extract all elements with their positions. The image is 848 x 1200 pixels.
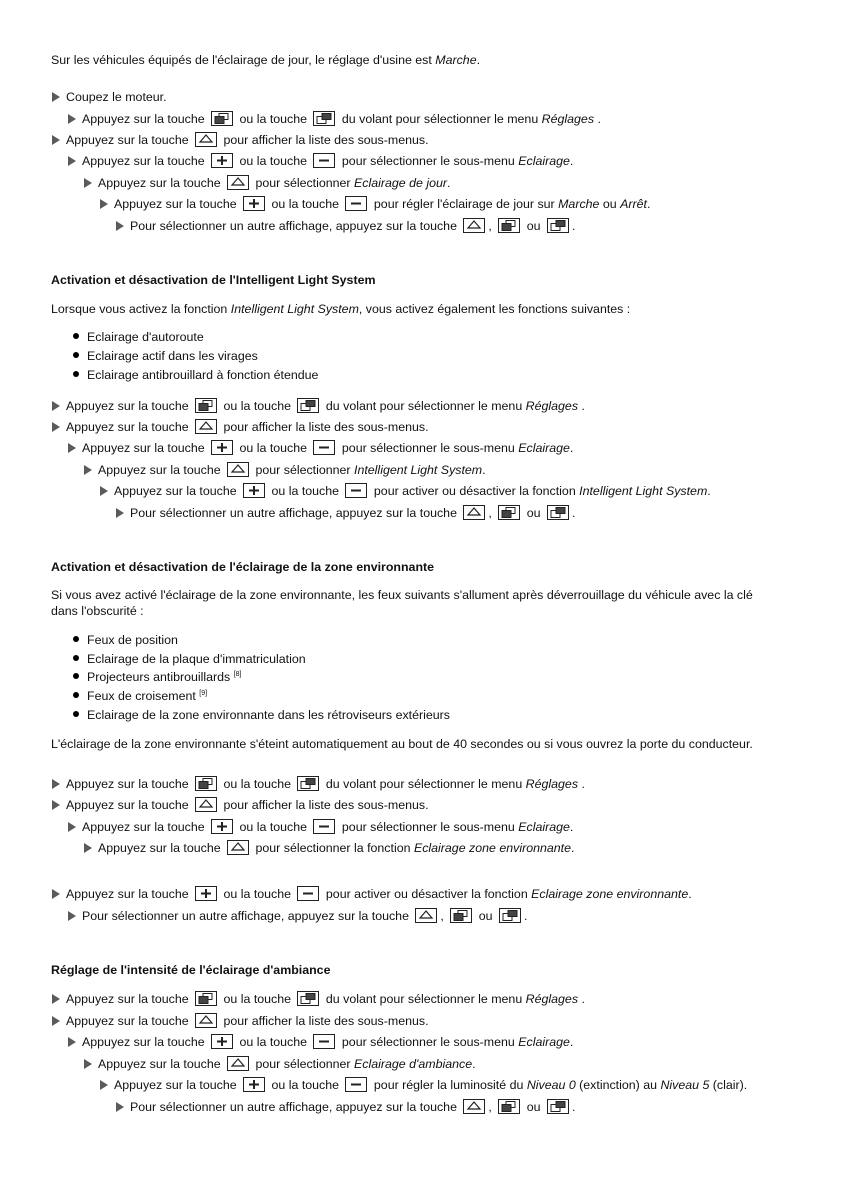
page-forward-key-icon xyxy=(297,398,319,413)
text-run: Appuyez sur la touche xyxy=(82,154,209,168)
text-run: Réglage de l'intensité de l'éclairage d'ambiance xyxy=(51,963,331,977)
step-arrow-icon xyxy=(52,422,60,432)
page-back-key-icon xyxy=(450,908,472,923)
step-arrow-icon xyxy=(52,800,60,810)
page-forward-key-icon xyxy=(547,1099,569,1114)
minus-key-icon xyxy=(345,196,367,211)
text-run: pour sélectionner xyxy=(252,176,355,190)
text-run: Appuyez sur la touche xyxy=(114,1078,241,1092)
list-item xyxy=(73,669,242,685)
text-run: . xyxy=(688,887,692,901)
text-run: . xyxy=(578,777,585,791)
text-run: du volant pour sélectionner le menu xyxy=(322,992,526,1006)
text-run: Appuyez sur la touche xyxy=(66,798,193,812)
text-run: Lorsque vous activez la fonction xyxy=(51,302,231,316)
text-run: Eclairage de la plaque d'immatriculation xyxy=(87,652,306,666)
text-run: pour sélectionner le sous-menu xyxy=(338,1035,519,1049)
text-run: Intelligent Light System xyxy=(579,484,708,498)
text-run: Réglages xyxy=(525,399,579,413)
page-back-key-icon xyxy=(195,991,217,1006)
text-run: Appuyez sur la touche xyxy=(82,1035,209,1049)
text-run: Appuyez sur la touche xyxy=(66,992,193,1006)
text-run: pour sélectionner xyxy=(252,463,355,477)
text-run: Niveau 0 xyxy=(526,1078,576,1092)
up-arrow-key-icon xyxy=(415,908,437,923)
instruction-step xyxy=(84,1056,476,1072)
text-run: . xyxy=(447,176,451,190)
step-arrow-icon xyxy=(100,199,108,209)
up-arrow-key-icon xyxy=(463,505,485,520)
text-run: . xyxy=(569,441,574,455)
up-arrow-key-icon xyxy=(463,1099,485,1114)
minus-key-icon xyxy=(313,440,335,455)
text-run: , xyxy=(440,909,448,923)
step-arrow-icon xyxy=(52,779,60,789)
list-item xyxy=(73,688,207,704)
text-run: ou la touche xyxy=(236,441,311,455)
minus-key-icon xyxy=(297,886,319,901)
minus-key-icon xyxy=(313,1034,335,1049)
text-run: Feux de position xyxy=(87,633,178,647)
text-run: ou la touche xyxy=(236,1035,311,1049)
text-run: Arrêt xyxy=(620,197,647,211)
up-arrow-key-icon xyxy=(195,797,217,812)
instruction-step xyxy=(68,908,527,924)
instruction-step xyxy=(52,89,167,105)
text-run: Appuyez sur la touche xyxy=(114,484,241,498)
text-run: Eclairage d'ambiance xyxy=(354,1057,473,1071)
text-run: ou xyxy=(523,1100,544,1114)
plus-key-icon xyxy=(211,440,233,455)
bullet-icon xyxy=(73,371,79,377)
page-back-key-icon xyxy=(211,111,233,126)
text-run: ou la touche xyxy=(220,399,295,413)
up-arrow-key-icon xyxy=(227,1056,249,1071)
text-run: Appuyez sur la touche xyxy=(66,420,193,434)
text-run: ou la touche xyxy=(236,820,311,834)
text-run: ou la touche xyxy=(268,197,343,211)
up-arrow-key-icon xyxy=(227,462,249,477)
text-run: ou la touche xyxy=(268,484,343,498)
up-arrow-key-icon xyxy=(195,419,217,434)
text-run: , vous activez également les fonctions suivantes : xyxy=(358,302,631,316)
text-run: du volant pour sélectionner le menu xyxy=(322,777,526,791)
step-arrow-icon xyxy=(68,911,76,921)
section-heading xyxy=(51,962,330,978)
text-run: Projecteurs antibrouillards xyxy=(87,670,234,684)
page-forward-key-icon xyxy=(297,991,319,1006)
step-arrow-icon xyxy=(68,443,76,453)
instruction-step xyxy=(52,991,585,1007)
text-run: pour afficher la liste des sous-menus. xyxy=(220,798,429,812)
instruction-step xyxy=(52,419,429,435)
text-run: Activation et désactivation de l'éclairage de la zone environnante xyxy=(51,560,435,574)
step-arrow-icon xyxy=(84,178,92,188)
text-run: Eclairage de la zone environnante dans les rétroviseurs extérieurs xyxy=(87,708,450,722)
text-run: Appuyez sur la touche xyxy=(82,820,209,834)
list-item xyxy=(73,348,258,364)
text-run: Eclairage xyxy=(518,820,570,834)
text-run: . xyxy=(569,820,574,834)
text-run: . xyxy=(578,399,585,413)
text-run: Eclairage xyxy=(518,441,570,455)
plus-key-icon xyxy=(211,819,233,834)
text-run: Appuyez sur la touche xyxy=(98,176,225,190)
text-run: . xyxy=(482,463,486,477)
step-arrow-icon xyxy=(84,843,92,853)
text-run: , xyxy=(488,1100,496,1114)
text-run: . xyxy=(571,841,575,855)
page-forward-key-icon xyxy=(547,218,569,233)
up-arrow-key-icon xyxy=(463,218,485,233)
plus-key-icon xyxy=(243,196,265,211)
text-run: , xyxy=(488,506,496,520)
page-back-key-icon xyxy=(195,398,217,413)
step-arrow-icon xyxy=(52,135,60,145)
step-arrow-icon xyxy=(68,822,76,832)
text-run: Appuyez sur la touche xyxy=(114,197,241,211)
text-run: Appuyez sur la touche xyxy=(66,887,193,901)
text-run: ou la touche xyxy=(220,777,295,791)
text-run: Réglages xyxy=(541,112,595,126)
bullet-icon xyxy=(73,333,79,339)
text-run: Appuyez sur la touche xyxy=(66,1014,193,1028)
text-run: Appuyez sur la touche xyxy=(82,112,209,126)
text-run: ou xyxy=(475,909,496,923)
up-arrow-key-icon xyxy=(195,132,217,147)
section-heading xyxy=(51,272,375,288)
text-run: Réglages xyxy=(525,992,579,1006)
text-run: du volant pour sélectionner le menu xyxy=(338,112,542,126)
text-run: Activation et désactivation de l'Intelligent Light System xyxy=(51,273,376,287)
page-back-key-icon xyxy=(498,1099,520,1114)
plus-key-icon xyxy=(211,153,233,168)
instruction-step xyxy=(52,776,585,792)
plus-key-icon xyxy=(195,886,217,901)
text-run: ou la touche xyxy=(220,992,295,1006)
text-run: ou la touche xyxy=(236,112,311,126)
text-run: Pour sélectionner un autre affichage, appuyez sur la touche xyxy=(130,1100,461,1114)
step-arrow-icon xyxy=(100,486,108,496)
step-arrow-icon xyxy=(116,508,124,518)
instruction-step xyxy=(116,505,575,521)
text-run: Eclairage de jour xyxy=(354,176,447,190)
page-forward-key-icon xyxy=(547,505,569,520)
instruction-step xyxy=(84,175,450,191)
instruction-step xyxy=(68,819,573,835)
bullet-icon xyxy=(73,692,79,698)
step-arrow-icon xyxy=(52,994,60,1004)
text-run: du volant pour sélectionner le menu xyxy=(322,399,526,413)
text-run: pour activer ou désactiver la fonction xyxy=(370,484,580,498)
step-arrow-icon xyxy=(116,221,124,231)
text-run: pour afficher la liste des sous-menus. xyxy=(220,420,429,434)
step-arrow-icon xyxy=(52,1016,60,1026)
text-run: . xyxy=(523,909,528,923)
step-arrow-icon xyxy=(100,1080,108,1090)
step-arrow-icon xyxy=(68,1037,76,1047)
instruction-step xyxy=(52,797,429,813)
page-forward-key-icon xyxy=(313,111,335,126)
text-run: Réglages xyxy=(525,777,579,791)
text-run: Pour sélectionner un autre affichage, appuyez sur la touche xyxy=(130,219,461,233)
instruction-step xyxy=(52,1013,429,1029)
text-run: Eclairage antibrouillard à fonction étendue xyxy=(87,368,319,382)
text-run: Marche xyxy=(435,53,477,67)
text-run: . xyxy=(578,992,585,1006)
text-run: . xyxy=(571,219,576,233)
instruction-step xyxy=(52,132,429,148)
text-run: Intelligent Light System xyxy=(230,302,359,316)
list-item xyxy=(73,632,178,648)
instruction-step xyxy=(84,462,486,478)
text-run: Eclairage zone environnante xyxy=(413,841,571,855)
footnote-ref: [9] xyxy=(199,690,208,697)
text-run: . xyxy=(646,197,651,211)
text-run: Eclairage xyxy=(518,1035,570,1049)
text-run: (clair). xyxy=(709,1078,748,1092)
text-run: Eclairage d'autoroute xyxy=(87,330,204,344)
list-item xyxy=(73,329,204,345)
footnote-ref: [8] xyxy=(233,671,242,678)
page-back-key-icon xyxy=(498,505,520,520)
up-arrow-key-icon xyxy=(227,840,249,855)
text-run: Appuyez sur la touche xyxy=(98,463,225,477)
list-item xyxy=(73,651,306,667)
step-arrow-icon xyxy=(68,114,76,124)
page-forward-key-icon xyxy=(499,908,521,923)
text-run: . xyxy=(569,1035,574,1049)
minus-key-icon xyxy=(313,153,335,168)
step-arrow-icon xyxy=(116,1102,124,1112)
text-run: ou la touche xyxy=(236,154,311,168)
text-run: (extinction) au xyxy=(575,1078,661,1092)
text-run: pour régler la luminosité du xyxy=(370,1078,527,1092)
paragraph-line xyxy=(51,52,480,68)
text-run: . xyxy=(472,1057,476,1071)
up-arrow-key-icon xyxy=(227,175,249,190)
text-run: . xyxy=(571,506,576,520)
paragraph-line xyxy=(51,736,753,752)
bullet-icon xyxy=(73,655,79,661)
text-run: pour sélectionner le sous-menu xyxy=(338,441,519,455)
page-forward-key-icon xyxy=(297,776,319,791)
instruction-step xyxy=(84,840,574,856)
list-item xyxy=(73,367,318,383)
paragraph-line xyxy=(51,587,753,603)
text-run: Appuyez sur la touche xyxy=(98,841,225,855)
text-run: Eclairage xyxy=(518,154,570,168)
paragraph-line xyxy=(51,603,144,619)
bullet-icon xyxy=(73,636,79,642)
plus-key-icon xyxy=(243,483,265,498)
up-arrow-key-icon xyxy=(195,1013,217,1028)
text-run: Feux de croisement xyxy=(87,689,200,703)
section-heading xyxy=(51,559,434,575)
text-run: pour sélectionner le sous-menu xyxy=(338,820,519,834)
minus-key-icon xyxy=(345,1077,367,1092)
text-run: Intelligent Light System xyxy=(354,463,483,477)
text-run: Appuyez sur la touche xyxy=(66,777,193,791)
text-run: pour activer ou désactiver la fonction xyxy=(322,887,532,901)
text-run: pour afficher la liste des sous-menus. xyxy=(220,1014,429,1028)
text-run: pour sélectionner xyxy=(252,1057,355,1071)
page-back-key-icon xyxy=(498,218,520,233)
text-run: ou xyxy=(523,506,544,520)
text-run: Coupez le moteur. xyxy=(66,90,167,104)
text-run: Eclairage zone environnante xyxy=(531,887,689,901)
instruction-step xyxy=(100,1077,747,1093)
text-run: . xyxy=(569,154,574,168)
step-arrow-icon xyxy=(52,92,60,102)
step-arrow-icon xyxy=(68,156,76,166)
text-run: Appuyez sur la touche xyxy=(98,1057,225,1071)
text-run: ou xyxy=(599,197,621,211)
instruction-step xyxy=(116,218,575,234)
text-run: pour régler l'éclairage de jour sur xyxy=(370,197,559,211)
text-run: . xyxy=(476,53,481,67)
text-run: Appuyez sur la touche xyxy=(82,441,209,455)
text-run: pour afficher la liste des sous-menus. xyxy=(220,133,429,147)
text-run: ou la touche xyxy=(268,1078,343,1092)
instruction-step xyxy=(68,153,573,169)
minus-key-icon xyxy=(345,483,367,498)
text-run: Marche xyxy=(558,197,600,211)
text-run: Pour sélectionner un autre affichage, appuyez sur la touche xyxy=(82,909,413,923)
instruction-step xyxy=(68,440,573,456)
step-arrow-icon xyxy=(52,401,60,411)
step-arrow-icon xyxy=(84,1059,92,1069)
text-run: , xyxy=(488,219,496,233)
plus-key-icon xyxy=(211,1034,233,1049)
bullet-icon xyxy=(73,711,79,717)
text-run: dans l'obscurité : xyxy=(51,604,144,618)
text-run: Eclairage actif dans les virages xyxy=(87,349,258,363)
instruction-step xyxy=(100,196,650,212)
text-run: ou xyxy=(523,219,544,233)
text-run: pour sélectionner le sous-menu xyxy=(338,154,519,168)
text-run: . xyxy=(594,112,601,126)
minus-key-icon xyxy=(313,819,335,834)
page-back-key-icon xyxy=(195,776,217,791)
text-run: Pour sélectionner un autre affichage, appuyez sur la touche xyxy=(130,506,461,520)
instruction-step xyxy=(52,398,585,414)
list-item xyxy=(73,707,450,723)
text-run: . xyxy=(571,1100,576,1114)
instruction-step xyxy=(68,111,601,127)
paragraph-line xyxy=(51,301,630,317)
bullet-icon xyxy=(73,352,79,358)
instruction-step xyxy=(52,886,692,902)
step-arrow-icon xyxy=(52,889,60,899)
text-run: . xyxy=(707,484,711,498)
text-run: ou la touche xyxy=(220,887,295,901)
text-run: Niveau 5 xyxy=(660,1078,710,1092)
text-run: Sur les véhicules équipés de l'éclairage de jour, le réglage d'usine est xyxy=(51,53,436,67)
instruction-step xyxy=(116,1099,575,1115)
bullet-icon xyxy=(73,673,79,679)
instruction-step xyxy=(100,483,711,499)
text-run: Appuyez sur la touche xyxy=(66,399,193,413)
text-run: Si vous avez activé l'éclairage de la zone environnante, les feux suivants s'allument après déverrouillage du véhicule avec la clé xyxy=(51,588,753,602)
plus-key-icon xyxy=(243,1077,265,1092)
text-run: Appuyez sur la touche xyxy=(66,133,193,147)
instruction-step xyxy=(68,1034,573,1050)
text-run: L'éclairage de la zone environnante s'éteint automatiquement au bout de 40 secondes ou si vous ouvrez la porte du conducteur. xyxy=(51,737,753,751)
text-run: pour sélectionner la fonction xyxy=(252,841,414,855)
step-arrow-icon xyxy=(84,465,92,475)
